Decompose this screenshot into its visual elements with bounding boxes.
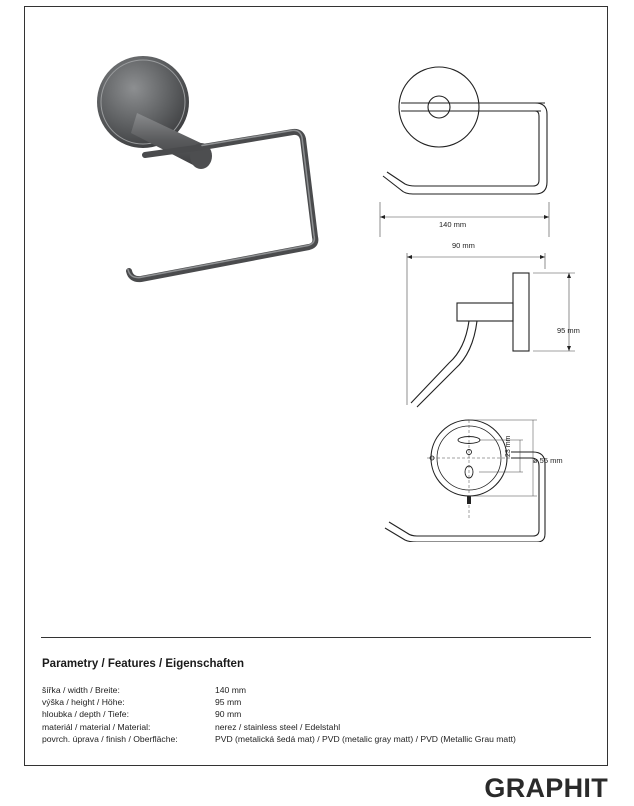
feature-label: povrch. úprava / finish / Oberfläche:: [42, 733, 178, 744]
hole-spacing-label: 23 mm: [505, 435, 512, 457]
feature-row-finish: [42, 733, 516, 745]
product-sheet: [24, 6, 608, 766]
feature-value: 140 mm: [215, 685, 247, 695]
brand-name: GRAPHIT: [484, 773, 608, 803]
feature-label: šířka / width / Breite:: [42, 685, 120, 695]
feature-value: 90 mm: [215, 709, 242, 720]
feature-value: 95 mm: [215, 697, 242, 708]
feature-label: hloubka / depth / Tiefe:: [42, 709, 129, 720]
feature-row-material: [42, 721, 516, 733]
diameter-label: ø 55 mm: [533, 456, 563, 465]
feature-value: nerez / stainless steel / Edelstahl: [215, 721, 341, 732]
feature-row-height: [42, 696, 516, 708]
width-dimension-label: 140 mm: [439, 220, 467, 229]
product-photo: [75, 47, 335, 307]
section-divider: [41, 637, 591, 638]
feature-value: PVD (metalická šedá mat) / PVD (metalic gray matt) / PVD (Metallic Grau matt): [215, 733, 516, 744]
feature-label: materiál / material / Material:: [42, 721, 151, 732]
feature-label: výška / height / Höhe:: [42, 697, 125, 708]
top-view-drawing: [375, 62, 575, 237]
depth-dimension-label: 90 mm: [452, 241, 475, 250]
features-title: Parametry / Features / Eigenschaften: [42, 658, 244, 670]
height-dimension-label: 95 mm: [557, 326, 580, 335]
feature-row-depth: [42, 708, 516, 720]
features-table: [42, 684, 516, 745]
feature-row-width: [42, 684, 516, 696]
mounting-view-drawing: [377, 412, 587, 542]
